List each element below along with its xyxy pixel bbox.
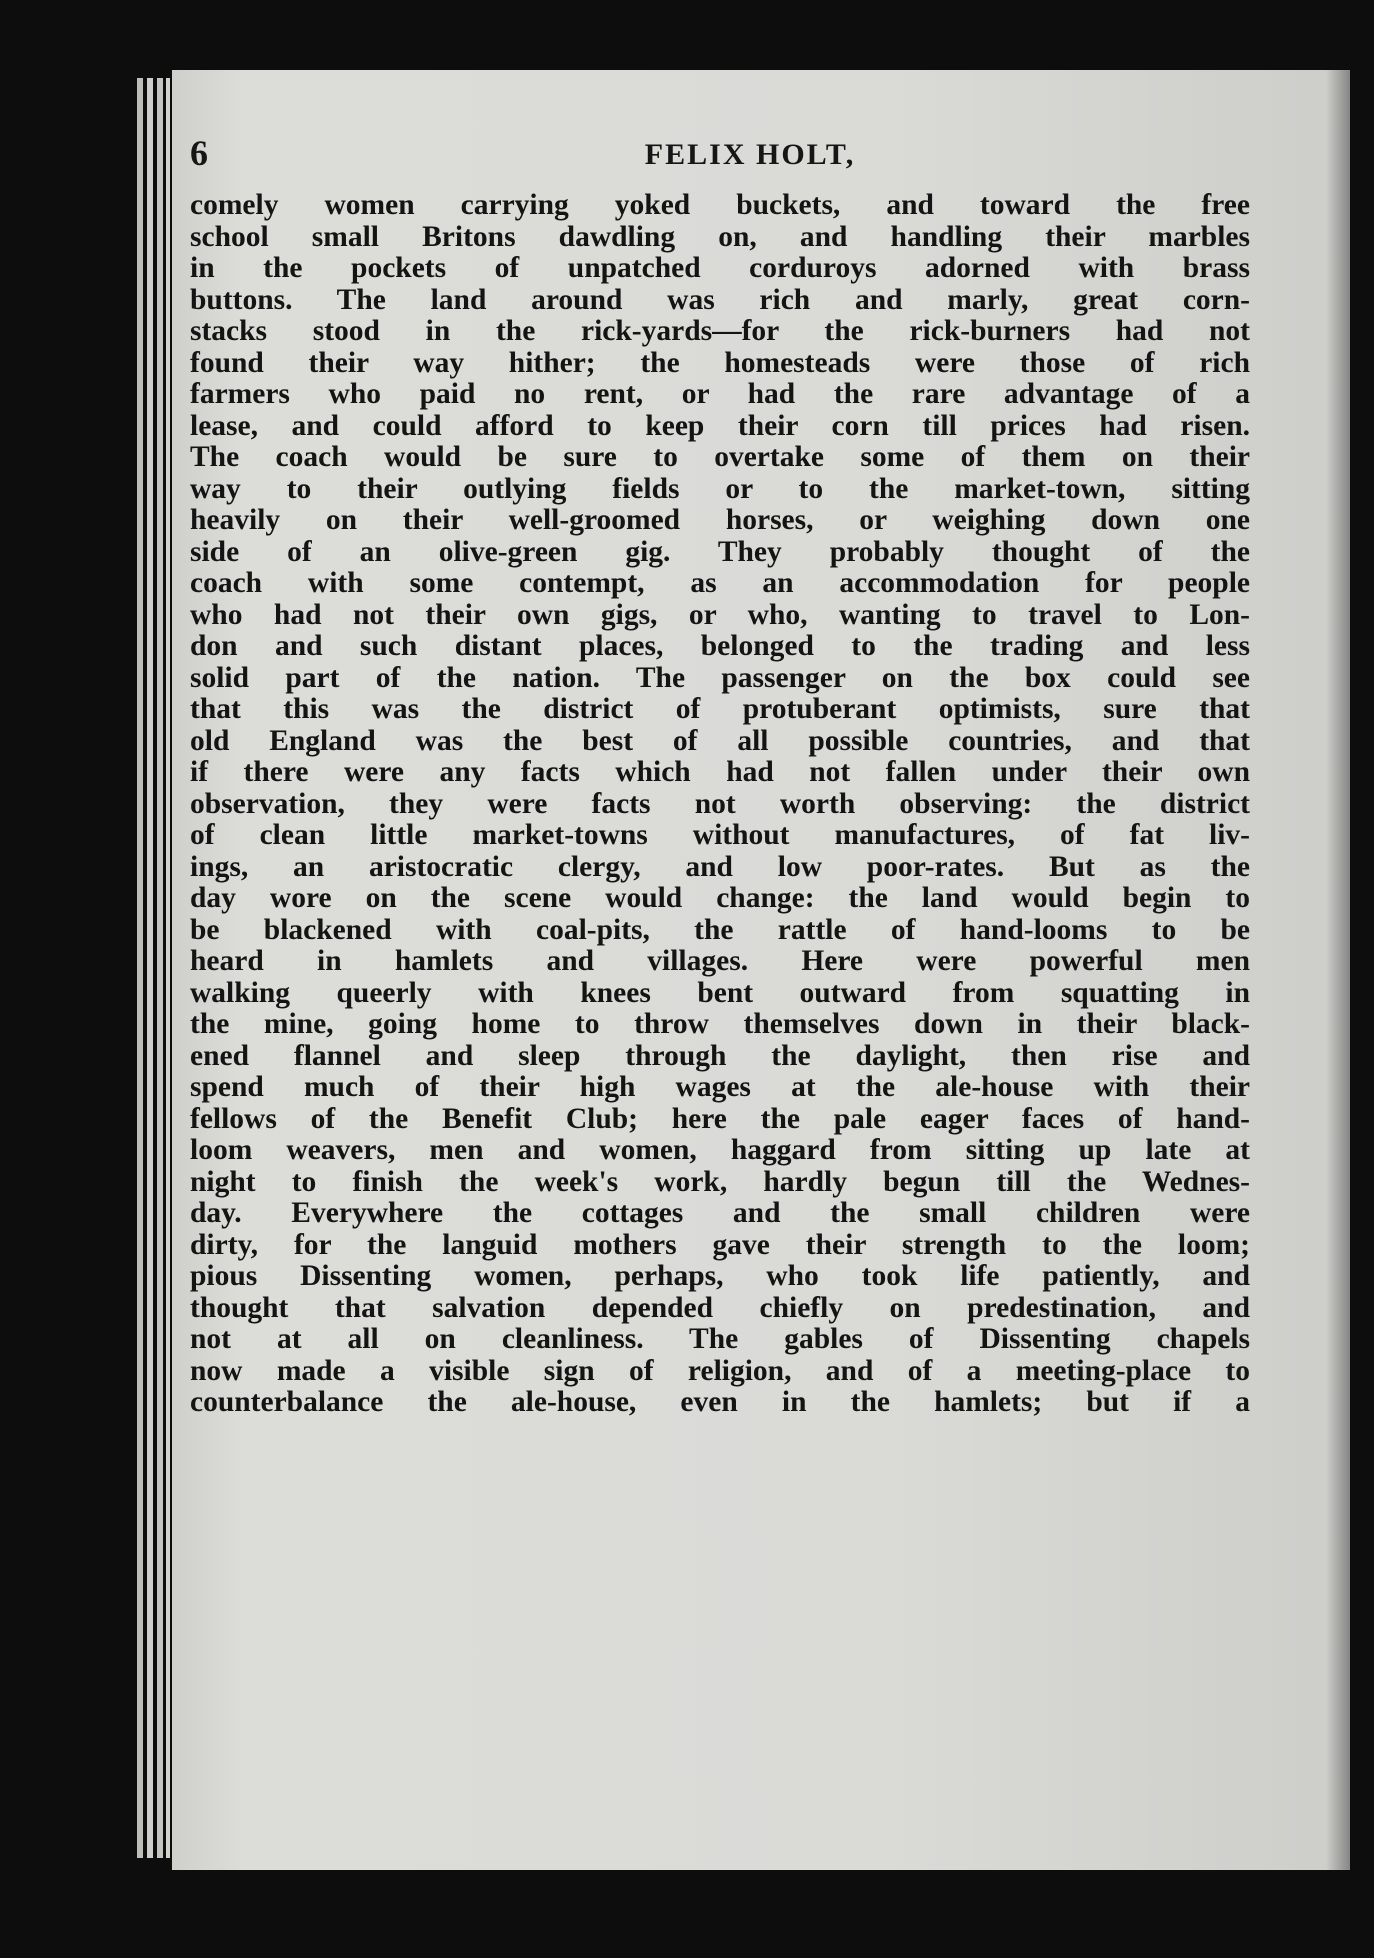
text-line: counterbalance the ale-house, even in the hamlets; but if a bbox=[190, 1387, 1250, 1418]
text-line: observation, they were facts not worth observing: the district bbox=[190, 788, 1250, 820]
text-line: not at all on cleanliness. The gables of Dissenting chapels bbox=[190, 1324, 1250, 1355]
text-line: night to finish the week's work, hardly begun till the Wednes- bbox=[190, 1166, 1250, 1198]
text-line: stacks stood in the rick-yards—for the rick-burners had not bbox=[190, 316, 1250, 347]
text-line: comely women carrying yoked buckets, and toward the free bbox=[190, 190, 1250, 221]
text-line: don and such distant places, belonged to the trading and less bbox=[190, 631, 1250, 662]
text-line: loom weavers, men and women, haggard from sitting up late at bbox=[190, 1135, 1250, 1166]
body-text bbox=[190, 190, 1250, 1419]
text-line: the mine, going home to throw themselves down in their black- bbox=[190, 1009, 1250, 1040]
text-line: spend much of their high wages at the ale-house with their bbox=[190, 1072, 1250, 1103]
text-line: walking queerly with knees bent outward from squatting in bbox=[190, 977, 1250, 1009]
text-line: coach with some contempt, as an accommodation for people bbox=[190, 568, 1250, 599]
text-line: day. Everywhere the cottages and the small children were bbox=[190, 1198, 1250, 1229]
text-line: ings, an aristocratic clergy, and low poor-rates. But as the bbox=[190, 851, 1250, 883]
text-line: lease, and could afford to keep their corn till prices had risen. bbox=[190, 410, 1250, 442]
text-line: buttons. The land around was rich and marly, great corn- bbox=[190, 284, 1250, 316]
text-line: heavily on their well-groomed horses, or weighing down one bbox=[190, 505, 1250, 536]
text-line: day wore on the scene would change: the land would begin to bbox=[190, 883, 1250, 914]
text-line: in the pockets of unpatched corduroys adorned with brass bbox=[190, 253, 1250, 284]
text-line: be blackened with coal-pits, the rattle of hand-looms to be bbox=[190, 914, 1250, 946]
page-number: 6 bbox=[190, 133, 208, 173]
page-leaf-edge bbox=[137, 78, 143, 1858]
text-line: that this was the district of protuberant optimists, sure that bbox=[190, 694, 1250, 725]
page-gutter-shadow bbox=[1326, 70, 1350, 1870]
text-line: side of an olive-green gig. They probably thought of the bbox=[190, 536, 1250, 568]
text-line: The coach would be sure to overtake some of them on their bbox=[190, 442, 1250, 473]
text-line: dirty, for the languid mothers gave their strength to the loom; bbox=[190, 1229, 1250, 1261]
running-title: FELIX HOLT, bbox=[644, 138, 856, 171]
page-leaf-edge bbox=[157, 78, 163, 1858]
text-line: thought that salvation depended chiefly on predestination, and bbox=[190, 1292, 1250, 1324]
text-line: farmers who paid no rent, or had the rare advantage of a bbox=[190, 379, 1250, 410]
text-line: if there were any facts which had not fallen under their own bbox=[190, 757, 1250, 788]
page-leaf-edge bbox=[147, 78, 153, 1858]
text-line: of clean little market-towns without manufactures, of fat liv- bbox=[190, 820, 1250, 851]
text-line: ened flannel and sleep through the daylight, then rise and bbox=[190, 1040, 1250, 1072]
text-line: school small Britons dawdling on, and handling their marbles bbox=[190, 221, 1250, 253]
text-line: fellows of the Benefit Club; here the pale eager faces of hand- bbox=[190, 1103, 1250, 1135]
text-line: who had not their own gigs, or who, wanting to travel to Lon- bbox=[190, 599, 1250, 631]
text-line: now made a visible sign of religion, and of a meeting-place to bbox=[190, 1355, 1250, 1387]
text-line: heard in hamlets and villages. Here were powerful men bbox=[190, 946, 1250, 977]
text-line: pious Dissenting women, perhaps, who took life patiently, and bbox=[190, 1261, 1250, 1292]
text-line: solid part of the nation. The passenger on the box could see bbox=[190, 662, 1250, 694]
text-line: found their way hither; the homesteads were those of rich bbox=[190, 347, 1250, 379]
text-line: old England was the best of all possible countries, and that bbox=[190, 725, 1250, 757]
running-head bbox=[190, 128, 1230, 188]
text-line: way to their outlying fields or to the market-town, sitting bbox=[190, 473, 1250, 505]
page-leaf-edge bbox=[166, 78, 170, 1858]
